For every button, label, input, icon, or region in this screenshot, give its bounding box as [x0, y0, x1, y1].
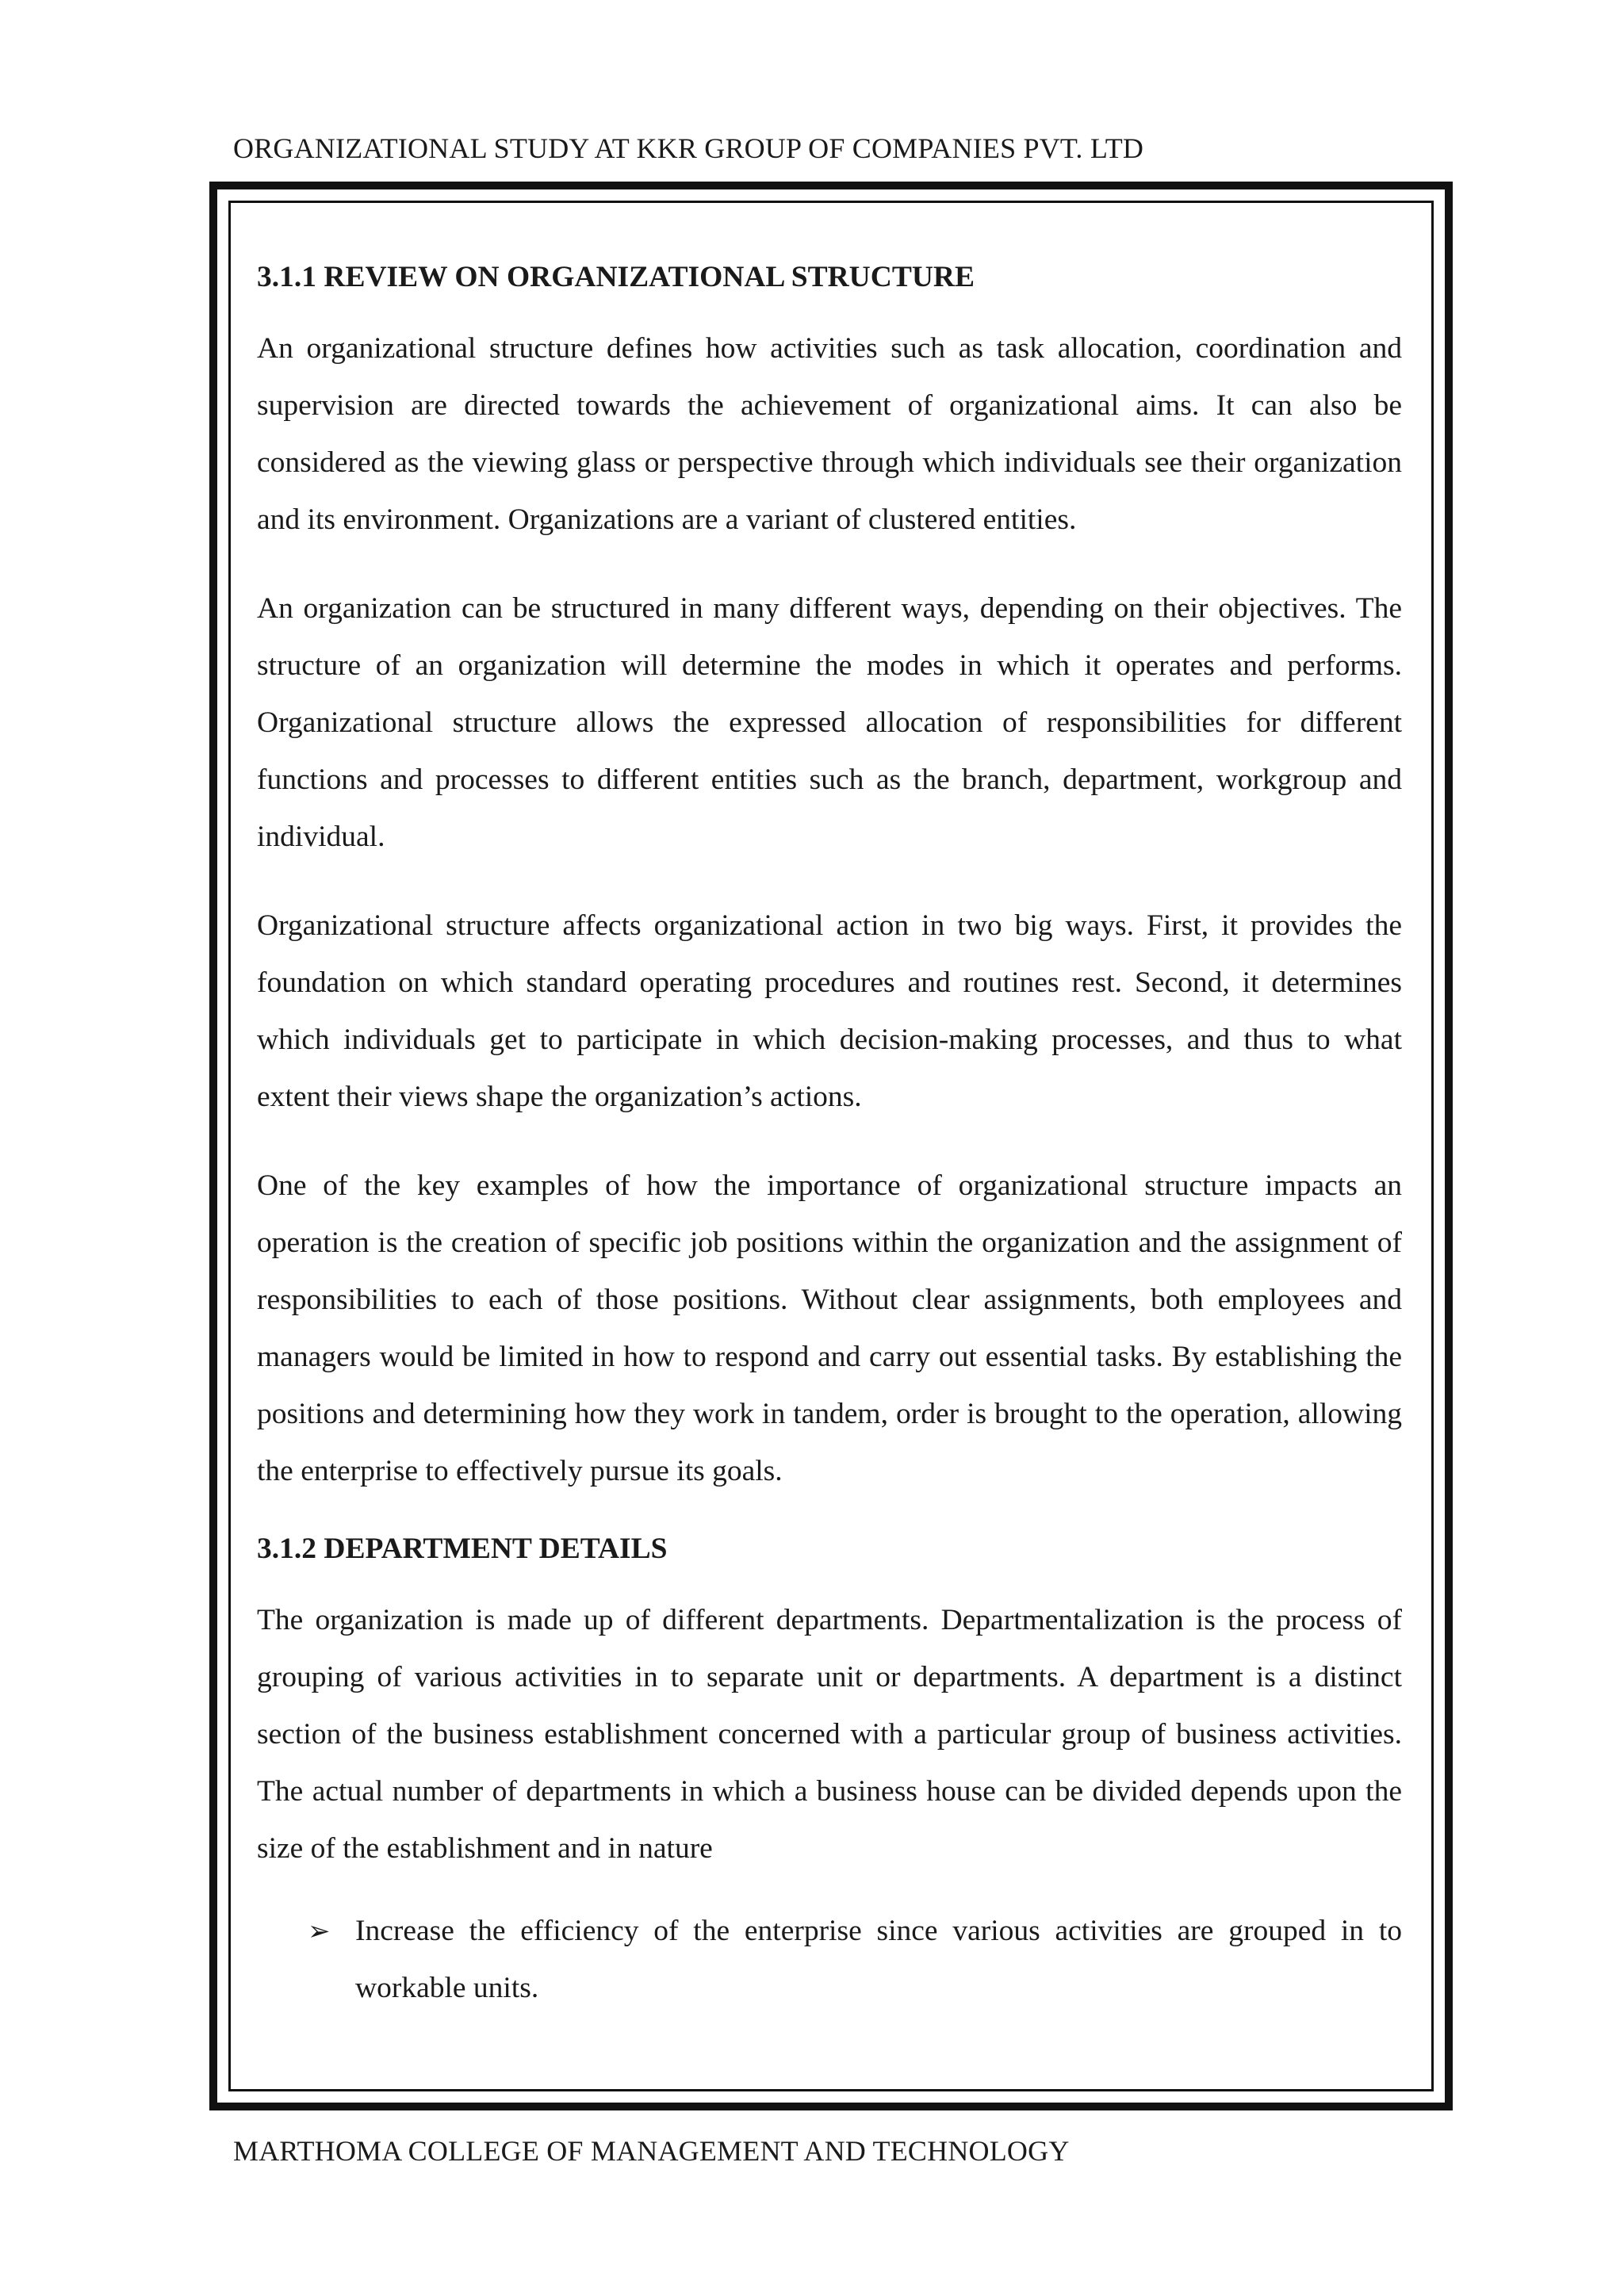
paragraph: An organizational structure defines how activities such as task allocation, coordination and supervision are directed towards the achievement of organizational aims. It can also be considered as the viewing glass or perspective through which individuals see their organization and its environment. Organizations are a variant of clustered entities. — [257, 332, 1402, 536]
section-heading: 3.1.1 REVIEW ON ORGANIZATIONAL STRUCTURE — [257, 261, 975, 293]
list-item — [257, 1903, 1402, 2017]
running-footer: MARTHOMA COLLEGE OF MANAGEMENT AND TECHNOLOGY — [233, 2135, 1070, 2167]
running-header: ORGANIZATIONAL STUDY AT KKR GROUP OF COMPANIES PVT. LTD — [233, 132, 1144, 164]
page-content — [257, 238, 1402, 2017]
paragraph: One of the key examples of how the importance of organizational structure impacts an operation is the creation of specific job positions within the organization and the assignment of responsibilities to each of those positions. Without clear assignments, both employees and managers would be limited in how to respond and carry out essential tasks. By establishing the positions and determining how they work in tandem, order is brought to the operation, allowing the enterprise to effectively pursue its goals. — [257, 1169, 1402, 1487]
list-item-text: Increase the efficiency of the enterprise since various activities are grouped in to workable units. — [355, 1915, 1402, 2004]
bullet-list — [257, 1903, 1402, 2017]
paragraph: An organization can be structured in many different ways, depending on their objectives. The structure of an organization will determine the modes in which it operates and performs. Organizational structure allows the expressed allocation of responsibilities for different functions and processes to different entities such as the branch, department, workgroup and individual. — [257, 592, 1402, 853]
arrow-bullet-icon: ➢ — [308, 1915, 331, 1947]
paragraph: The organization is made up of different departments. Departmentalization is the process of grouping of various activities in to separate unit or departments. A department is a distinct section of the business establishment concerned with a particular group of business activities. The actual number of departments in which a business house can be divided depends upon the size of the establishment and in nature — [257, 1604, 1402, 1865]
section-organizational-structure — [257, 249, 1402, 1500]
paragraph: Organizational structure affects organizational action in two big ways. First, it provides the foundation on which standard operating procedures and routines rest. Second, it determines which individuals get to participate in which decision-making processes, and thus to what extent their views shape the organization’s actions. — [257, 909, 1402, 1113]
section-heading: 3.1.2 DEPARTMENT DETAILS — [257, 1533, 668, 1565]
section-department-details — [257, 1521, 1402, 2017]
